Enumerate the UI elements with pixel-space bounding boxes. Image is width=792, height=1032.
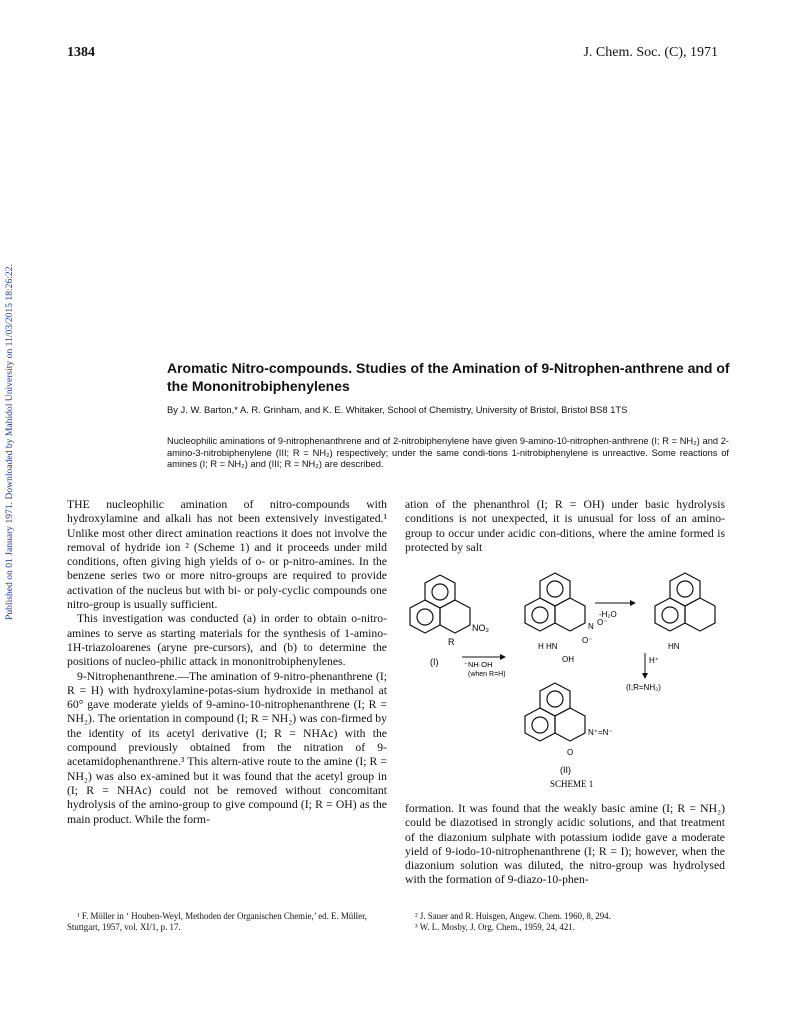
body-paragraph: 9-Nitrophenanthrene.—The amination of 9-nitro-phenanthrene (I; R = H) with hydroxylamine-potas-sium hydroxide in methanol at 60° gave moderate yields of 9-amino-10-nitrophenanthrene (I; R = NH₂). The orientation in compound (I; R = NH₂) was con-firmed by the identity of its acetyl derivative (I; R = NHAc) with the compound previously obtained from the nitration of 9-acetamidophenanthrene.³ This altern-ative route to the amine (I; R = NH₂) was also ex-amined but it was found that the acetyl group in (I; R = NHAc) could not be removed without concomitant hydrolysis of the amino-group to give compound (I; R = OH) as the main product. While the form- bbox=[67, 669, 387, 826]
product-label: (I;R=NH₂) bbox=[626, 683, 661, 692]
minus-water-label: -H₂O bbox=[599, 610, 617, 619]
h-hn-label: H HN bbox=[538, 642, 558, 651]
body-paragraph: THE nucleophilic amination of nitro-compounds with hydroxylamine and alkali has not been extensively investigated.¹ Unlike most other direct amination reactions it does not involve the removal of hydride ion ² (Scheme 1) and it proceeds under mild conditions, often giving high yields of o- or p-nitro-amines. In the benzene series two or more nitro-groups are required to provide activation of the nucleus but with bi- or poly-cyclic compounds one nitro-group is usually sufficient. bbox=[67, 498, 387, 612]
phenanthrene-structure-i bbox=[410, 575, 470, 633]
footnote: ³ W. L. Mosby, J. Org. Chem., 1959, 24, 421. bbox=[415, 922, 575, 932]
o-minus-label: O⁻ bbox=[582, 636, 593, 645]
article-abstract: Nucleophilic aminations of 9-nitrophenanthrene and of 2-nitrobiphenylene have given 9-amino-10-nitrophen-anthrene (I; R = NH₂) and 2-amino-3-nitrobiphenylene (III; R = NH₂) respectively; under the same condi-tions 1-nitrobiphenylene is unreactive. Some reactions of amines (I; R = NH₂) and (III; R = NH₂) are described. bbox=[167, 436, 729, 469]
o-minus-label: O⁻ bbox=[597, 618, 608, 627]
h-plus-label: H⁺ bbox=[649, 656, 659, 665]
phenanthrene-structure-intermediate bbox=[525, 573, 585, 631]
footnote: ¹ F. Möller in ‘ Houben-Weyl, Methoden der Organischen Chemie,’ ed. E. Müller, Stuttgart, 1957, vol. XI/1, p. 17. bbox=[67, 911, 367, 932]
n-plus-label: N bbox=[588, 622, 594, 631]
article-title: Aromatic Nitro-compounds. Studies of the Amination of 9-Nitrophen-anthrene and of the Mononitrobiphenylenes bbox=[167, 360, 730, 394]
body-column-right-top bbox=[405, 498, 725, 555]
body-paragraph: formation. It was found that the weakly basic amine (I; R = NH₂) could be diazotised in strongly acidic solutions, and that treatment of the diazonium sulphate with potassium iodide gave a moderate yield of 9-iodo-10-nitrophenanthrene (I; R = I); however, when the diazonium solution was diluted, the nitro-group was hydrolysed with the formation of 9-diazo-10-phen- bbox=[405, 802, 725, 887]
nitro-label: NO₂ bbox=[472, 623, 489, 633]
compound-ii-label: (II) bbox=[560, 765, 571, 775]
oh-label: OH bbox=[562, 655, 574, 664]
body-column-right-bottom bbox=[405, 802, 725, 888]
reaction-scheme bbox=[400, 565, 730, 795]
arrowhead bbox=[630, 600, 636, 606]
diazo-label: N⁺=N⁻ bbox=[588, 728, 613, 737]
download-watermark[interactable]: Published on 01 January 1971. Downloaded by Mahidol University on 11/03/2015 18:26:22. bbox=[4, 264, 15, 620]
body-column-left bbox=[67, 498, 387, 827]
carbonyl-label: O bbox=[567, 748, 574, 757]
reagent-condition: (when R=H) bbox=[468, 671, 506, 678]
hn-label: HN bbox=[668, 642, 680, 651]
reagent-label: ⁻NH·OH bbox=[464, 660, 493, 669]
page-number: 1384 bbox=[67, 45, 95, 60]
article-authors: By J. W. Barton,* A. R. Grinham, and K. E. Whitaker, School of Chemistry, University of Bristol, Bristol BS8 1TS bbox=[167, 404, 628, 415]
journal-header: J. Chem. Soc. (C), 1971 bbox=[583, 45, 718, 60]
r-label: R bbox=[448, 637, 455, 647]
scheme-caption: SCHEME 1 bbox=[550, 779, 594, 789]
footnotes-right bbox=[405, 911, 725, 933]
body-paragraph: ation of the phenanthrol (I; R = OH) under basic hydrolysis conditions is not unexpected, it is unusual for loss of an amino-group to occur under acidic con-ditions, where the amine formed is protected by salt bbox=[405, 498, 725, 554]
phenanthrene-structure-ii bbox=[525, 683, 585, 741]
phenanthrene-structure-imine bbox=[655, 573, 715, 631]
footnote: ² J. Sauer and R. Huisgen, Angew. Chem. 1960, 8, 294. bbox=[415, 911, 611, 921]
compound-i-label: (I) bbox=[430, 657, 439, 667]
arrowhead bbox=[500, 654, 506, 660]
footnotes-left bbox=[67, 911, 387, 933]
body-paragraph: This investigation was conducted (a) in order to obtain o-nitro-amines to serve as starting materials for the synthesis of 1-amino-1H-triazoloarenes (aryne pre-cursors), and (b) to determine the positions of nucleo-philic attack in mononitrobiphenylenes. bbox=[67, 612, 387, 669]
arrowhead bbox=[642, 673, 648, 679]
